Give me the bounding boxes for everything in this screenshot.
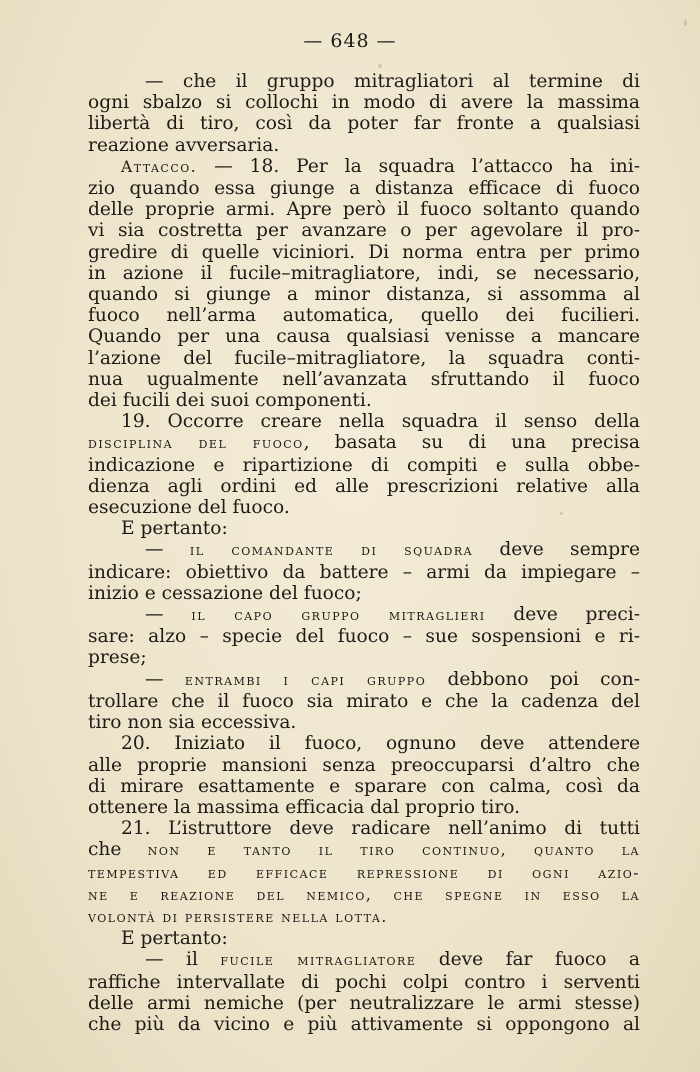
text-line [88,113,640,134]
text-line [88,326,640,347]
text-line [88,284,640,305]
text-line [88,691,640,712]
text-run: inizio e cessazione del fuoco; [88,582,362,604]
text-run: vi sia costretta per avanzare o per agevolare il pro- [88,220,640,242]
text-run: quando si giunge a minor distanza, si assomma al [88,284,640,306]
small-caps-run: tempestiva ed efficace repressione di ogni azio- [88,863,640,882]
text-run: raffiche intervallate di pochi colpi contro i serventi [88,971,640,993]
text-line [88,305,640,326]
text-line [88,476,640,497]
text-run: dei fucili dei suoi componenti. [88,390,372,412]
text-run: alle proprie mansioni senza preoccuparsi d’altro che [88,754,640,776]
text-run: reazione avversaria. [88,134,280,156]
text-line [88,839,640,861]
text-run: deve preci- [485,604,640,626]
text-line [88,1014,640,1035]
paper-spot [560,512,563,515]
text-run: Quando per una causa qualsiasi venisse a mancare [88,326,640,348]
text-line [88,626,640,647]
body-text [88,71,640,1035]
text-line [88,712,640,733]
text-line [88,884,640,906]
text-run: esecuzione del fuoco. [88,497,290,519]
text-line [88,928,640,949]
small-caps-run: il comandante di squadra [189,541,474,560]
text-line [88,797,640,818]
paper-spot [378,64,382,68]
text-run: — [145,604,192,626]
text-run: che più da vicino e più attivamente si oppongono al [88,1013,640,1035]
text-line [88,669,640,691]
text-run: 20. Iniziato il fuoco, ognuno deve attendere [121,733,640,755]
text-run: delle proprie armi. Apre però il fuoco soltanto quando [88,199,640,221]
text-run: zio quando essa giunge a distanza efficace di fuoco [88,178,640,200]
text-line [88,263,640,284]
text-line [88,497,640,518]
text-line [88,242,640,263]
text-run: indicazione e ripartizione di compiti e sulla obbe- [88,454,640,476]
text-run: — [145,668,185,690]
small-caps-run: non e tanto il tiro continuo, quanto la [147,841,640,860]
text-line [88,733,640,754]
text-run: indicare: obiettivo da battere – armi da impiegare – [88,561,640,583]
text-line [88,755,640,776]
text-line [88,92,640,113]
text-line [88,390,640,411]
text-run: trollare che il fuoco sia mirato e che la cadenza del [88,690,640,712]
text-run: tiro non sia eccessiva. [88,712,297,734]
text-run: sare: alzo – specie del fuoco – sue sospensioni e ri- [88,626,640,648]
text-run: — [145,539,190,561]
text-run: delle armi nemiche (per neutralizzare le armi stesse) [88,992,640,1014]
text-run: deve sempre [473,539,640,561]
text-run: 19. Occorre creare nella squadra il senso della [121,411,640,433]
text-run: deve far fuoco a [416,949,640,971]
small-caps-run: volontà di persistere nella lotta. [88,907,388,926]
text-line [88,411,640,432]
text-run: 21. L’istruttore deve radicare nell’animo di tutti [121,818,640,840]
text-run: di mirare esattamente e sparare con calma, così da [88,775,640,797]
small-caps-run: fucile mitragliatore [220,951,417,970]
text-line [88,862,640,884]
text-line [88,199,640,220]
small-caps-run: ne e reazione del nemico, che spegne in esso la [88,885,640,904]
small-caps-run: Attacco. [121,157,198,176]
text-run: gredire di quelle viciniori. Di norma entra per primo [88,241,640,263]
text-line [88,604,640,626]
text-run: l’azione del fucile–mitragliatore, la squadra conti- [88,347,640,369]
text-line [88,539,640,561]
text-run: E pertanto: [121,518,228,540]
small-caps-run: il capo gruppo mitraglieri [191,606,486,625]
text-run: E pertanto: [121,928,228,950]
text-line [88,432,640,454]
text-run: — 18. Per la squadra l’attacco ha ini- [197,155,640,177]
paper-spot [684,20,687,26]
text-run: in azione il fucile–mitragliatore, indi, se necessario, [88,262,640,284]
text-line [88,949,640,971]
text-line [88,993,640,1014]
text-line [88,818,640,839]
text-line [88,369,640,390]
text-run: — il [145,949,221,971]
text-run: dienza agli ordini ed alle prescrizioni relative alla [88,475,640,497]
text-run: , basata su di una precisa [303,432,640,454]
text-line [88,220,640,241]
text-line [88,562,640,583]
text-line [88,906,640,928]
text-line [88,518,640,539]
text-line [88,583,640,604]
page-number: — 648 — [303,30,397,52]
text-run: libertà di tiro, così da poter far fronte a qualsiasi [88,113,640,135]
text-line [88,348,640,369]
text-line [88,776,640,797]
text-line [88,71,640,92]
text-run: debbono poi con- [426,668,640,690]
text-line [88,135,640,156]
text-line [88,178,640,199]
text-run: fuoco nell’arma automatica, quello dei fucilieri. [88,305,640,327]
small-caps-run: disciplina del fuoco [88,434,304,453]
small-caps-run: entrambi i capi gruppo [184,670,427,689]
text-run: — che il gruppo mitragliatori al termine di [145,71,640,92]
text-run: nua ugualmente nell’avanzata sfruttando il fuoco [88,368,640,390]
text-line [88,972,640,993]
text-run: ottenere la massima efficacia dal proprio tiro. [88,796,521,818]
text-run: ogni sbalzo si collochi in modo di avere la massima [88,92,640,114]
text-run: che [88,839,148,861]
text-run: prese; [88,647,147,669]
text-line [88,156,640,178]
text-line [88,647,640,668]
text-line [88,455,640,476]
